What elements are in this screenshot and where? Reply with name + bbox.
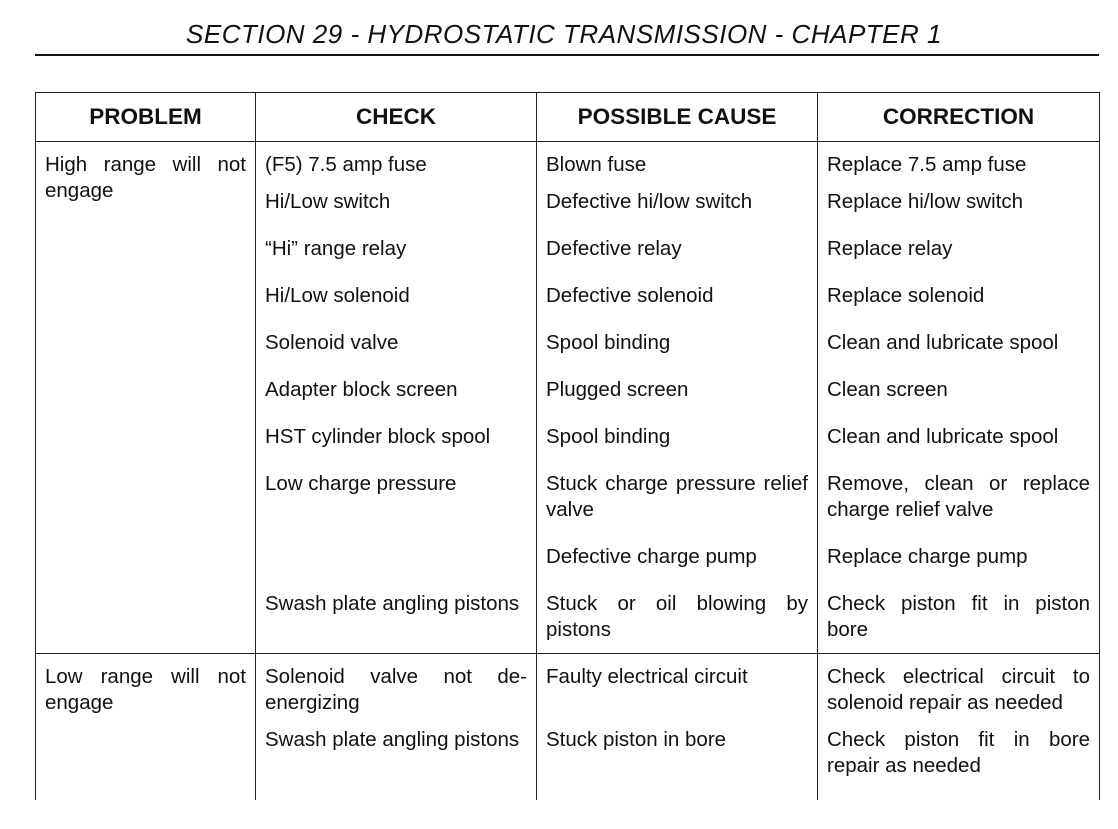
- check-cell: Low charge pressure: [256, 471, 537, 544]
- check-cell: Hi/Low switch: [256, 189, 537, 236]
- check-cell: Swash plate angling pistons: [256, 591, 537, 654]
- correction-cell: Check electrical circuit to solenoid repair as needed: [818, 654, 1100, 728]
- cause-cell: Blown fuse: [537, 142, 818, 190]
- troubleshooting-table: [35, 92, 1100, 800]
- correction-cell: Remove, clean or replace charge relief valve: [818, 471, 1100, 544]
- check-cell: “Hi” range relay: [256, 236, 537, 283]
- correction-cell: Check piston fit in piston bore: [818, 591, 1100, 654]
- cause-cell: Defective solenoid: [537, 283, 818, 330]
- correction-cell: Clean and lubricate spool: [818, 424, 1100, 471]
- cause-cell: Defective relay: [537, 236, 818, 283]
- cause-cell: Stuck piston in bore: [537, 727, 818, 800]
- check-cell: Solenoid valve not de-energizing: [256, 654, 537, 728]
- check-cell: Swash plate angling pistons: [256, 727, 537, 800]
- correction-cell: Clean and lubricate spool: [818, 330, 1100, 377]
- column-header-possible-cause: POSSIBLE CAUSE: [537, 93, 818, 142]
- table-header-row: [36, 93, 1100, 142]
- correction-cell: Check piston fit in bore repair as needed: [818, 727, 1100, 800]
- cause-cell: Stuck or oil blowing by pistons: [537, 591, 818, 654]
- cause-cell: Defective charge pump: [537, 544, 818, 591]
- cause-cell: Spool binding: [537, 424, 818, 471]
- check-cell: Hi/Low solenoid: [256, 283, 537, 330]
- problem-cell: Low range will not engage: [36, 654, 256, 801]
- cause-cell: Faulty electrical circuit: [537, 654, 818, 728]
- correction-cell: Replace hi/low switch: [818, 189, 1100, 236]
- cause-cell: Spool binding: [537, 330, 818, 377]
- column-header-check: CHECK: [256, 93, 537, 142]
- cause-cell: Stuck charge pressure relief valve: [537, 471, 818, 544]
- title-rule: [35, 54, 1099, 56]
- correction-cell: Clean screen: [818, 377, 1100, 424]
- column-header-correction: CORRECTION: [818, 93, 1100, 142]
- correction-cell: Replace 7.5 amp fuse: [818, 142, 1100, 190]
- check-cell: Adapter block screen: [256, 377, 537, 424]
- table-row: [36, 654, 1100, 728]
- cause-cell: Plugged screen: [537, 377, 818, 424]
- section-title: SECTION 29 - HYDROSTATIC TRANSMISSION - CHAPTER 1: [186, 19, 942, 49]
- cause-cell: Defective hi/low switch: [537, 189, 818, 236]
- correction-cell: Replace relay: [818, 236, 1100, 283]
- check-cell: Solenoid valve: [256, 330, 537, 377]
- column-header-problem: PROBLEM: [36, 93, 256, 142]
- correction-cell: Replace solenoid: [818, 283, 1100, 330]
- table-row: [36, 142, 1100, 190]
- check-cell: [256, 544, 537, 591]
- check-cell: HST cylinder block spool: [256, 424, 537, 471]
- problem-cell: High range will not engage: [36, 142, 256, 654]
- correction-cell: Replace charge pump: [818, 544, 1100, 591]
- check-cell: (F5) 7.5 amp fuse: [256, 142, 537, 190]
